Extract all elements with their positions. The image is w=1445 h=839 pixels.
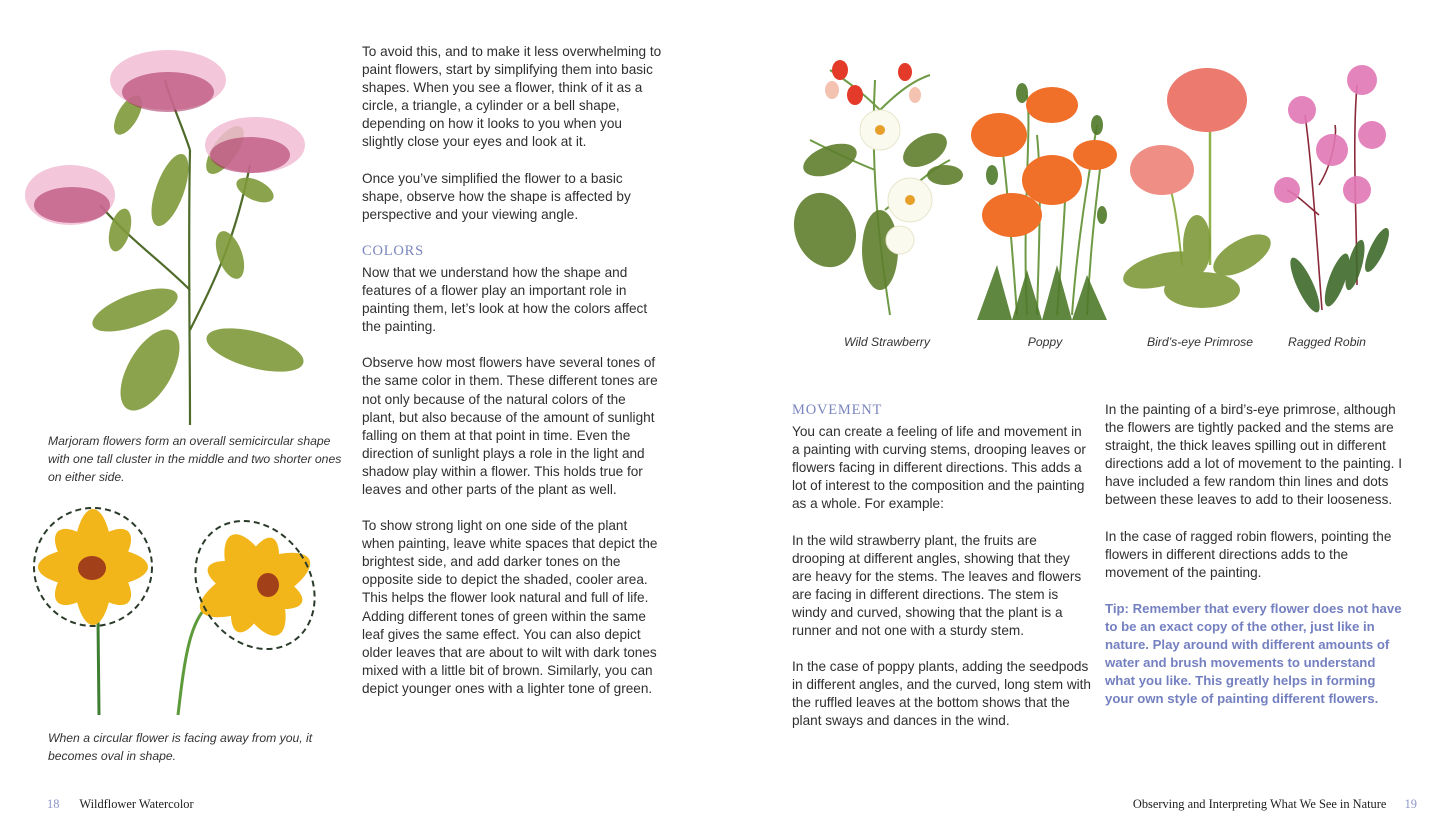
page-number: 18 <box>47 797 60 811</box>
right-folio <box>1133 797 1417 812</box>
marjoram-cluster-left <box>25 165 115 225</box>
marjoram-illustration <box>40 40 320 430</box>
colors-heading: COLORS <box>362 242 425 259</box>
paragraph: In the case of ragged robin flowers, pointing the flowers in different directions adds to the movement of the painting. <box>1105 528 1392 580</box>
page-number: 19 <box>1404 797 1417 811</box>
tip-callout: Tip: Remember that every flower does not have to be an exact copy of the other, just like in nature. Play around with different amounts of water and brush movements to understand what you like. This greatly helps in forming your own style of painting different flowers. <box>1105 600 1402 707</box>
right-page <box>722 0 1445 839</box>
paragraph: Observe how most flowers have several tones of the same color in them. These different tones are not only because of the natural colors of the plant, but also because of the amount of sunlight falling on them at that point in time. Even the direction of sunlight plays a role in the light and shadow play within a flower. This holds true for leaves and other parts of the plant as well. <box>362 355 658 497</box>
wild-strawberry-illustration <box>790 50 970 320</box>
paragraph: To avoid this, and to make it less overwhelming to paint flowers, start by simplifying them into basic shapes. When you see a flower, think of it as a circle, a triangle, a cylinder or a bell shape, depending on how it looks to you when you slightly close your eyes and look at it. <box>362 44 662 150</box>
label-ragged-robin: Ragged Robin <box>1288 335 1366 349</box>
paragraph: In the painting of a bird’s-eye primrose, although the flowers are tightly packed and the stems are straight, the thick leaves spilling out in different directions add a lot of movement to the painting. I have included a few random thin lines and dots between these leaves to add to their looseness. <box>1105 402 1402 508</box>
daisy-stem-front <box>98 620 99 715</box>
paragraph: Once you’ve simplified the flower to a basic shape, observe how the shape is affected by perspective and your viewing angle. <box>362 170 631 222</box>
marjoram-cluster-right <box>205 117 305 173</box>
label-poppy: Poppy <box>1027 335 1063 349</box>
poppy-illustration <box>977 65 1107 320</box>
left-page <box>0 0 722 839</box>
left-folio <box>47 797 194 812</box>
book-title: Wildflower Watercolor <box>79 797 194 811</box>
daisy-illustration <box>25 505 335 720</box>
circle-caption: When a circular flower is facing away from you, it becomes oval in shape. <box>48 731 313 764</box>
birds-eye-primrose-illustration <box>1122 65 1272 315</box>
movement-column <box>792 401 1092 749</box>
second-column <box>1105 401 1405 726</box>
paragraph: In the wild strawberry plant, the fruits are drooping at different angles, showing that they are heavy for the stems. The leaves and flowers are facing in different directions. The stem is windy and curved, showing that the plant is a runner and not one with a sturdy stem. <box>792 532 1082 639</box>
left-text-column <box>362 43 662 716</box>
paragraph: Now that we understand how the shape and features of a flower play an important role in painting them, let’s look at how the colors affect the painting. <box>362 264 648 335</box>
paragraph: You can create a feeling of life and movement in a painting with curving stems, drooping leaves or flowers facing in different directions. This adds a lot of interest to the composition and the painting as a whole. For example: <box>792 424 1086 512</box>
movement-heading: MOVEMENT <box>792 402 883 418</box>
label-birds-eye-primrose: Bird’s-eye Primrose <box>1146 335 1254 349</box>
paragraph: In the case of poppy plants, adding the seedpods in different angles, and the curved, long stem with the ruffled leaves at the bottom shows that the plant sways and dances in the wind. <box>792 659 1091 729</box>
chapter-title: Observing and Interpreting What We See in Nature <box>1132 797 1387 811</box>
marjoram-caption: Marjoram flowers form an overall semicircular shape with one tall cluster in the middle and two shorter ones on either side. <box>48 434 342 485</box>
daisy-front <box>34 508 152 626</box>
label-wild-strawberry: Wild Strawberry <box>844 335 930 349</box>
daisy-side <box>171 498 339 672</box>
paragraph: To show strong light on one side of the plant when painting, leave white spaces that depict the brightest side, and add darker tones on the opposite side to depict the shaded, cooler area. This helps the flower look natural and full of life. Adding different tones of green within the same leaf gives the same effect. You can also depict older leaves that are about to wilt with dark tones mixed with a little bit of brown. Similarly, you can depict younger ones with a lighter tone of green. <box>362 518 658 696</box>
ragged-robin-illustration <box>1277 65 1397 320</box>
